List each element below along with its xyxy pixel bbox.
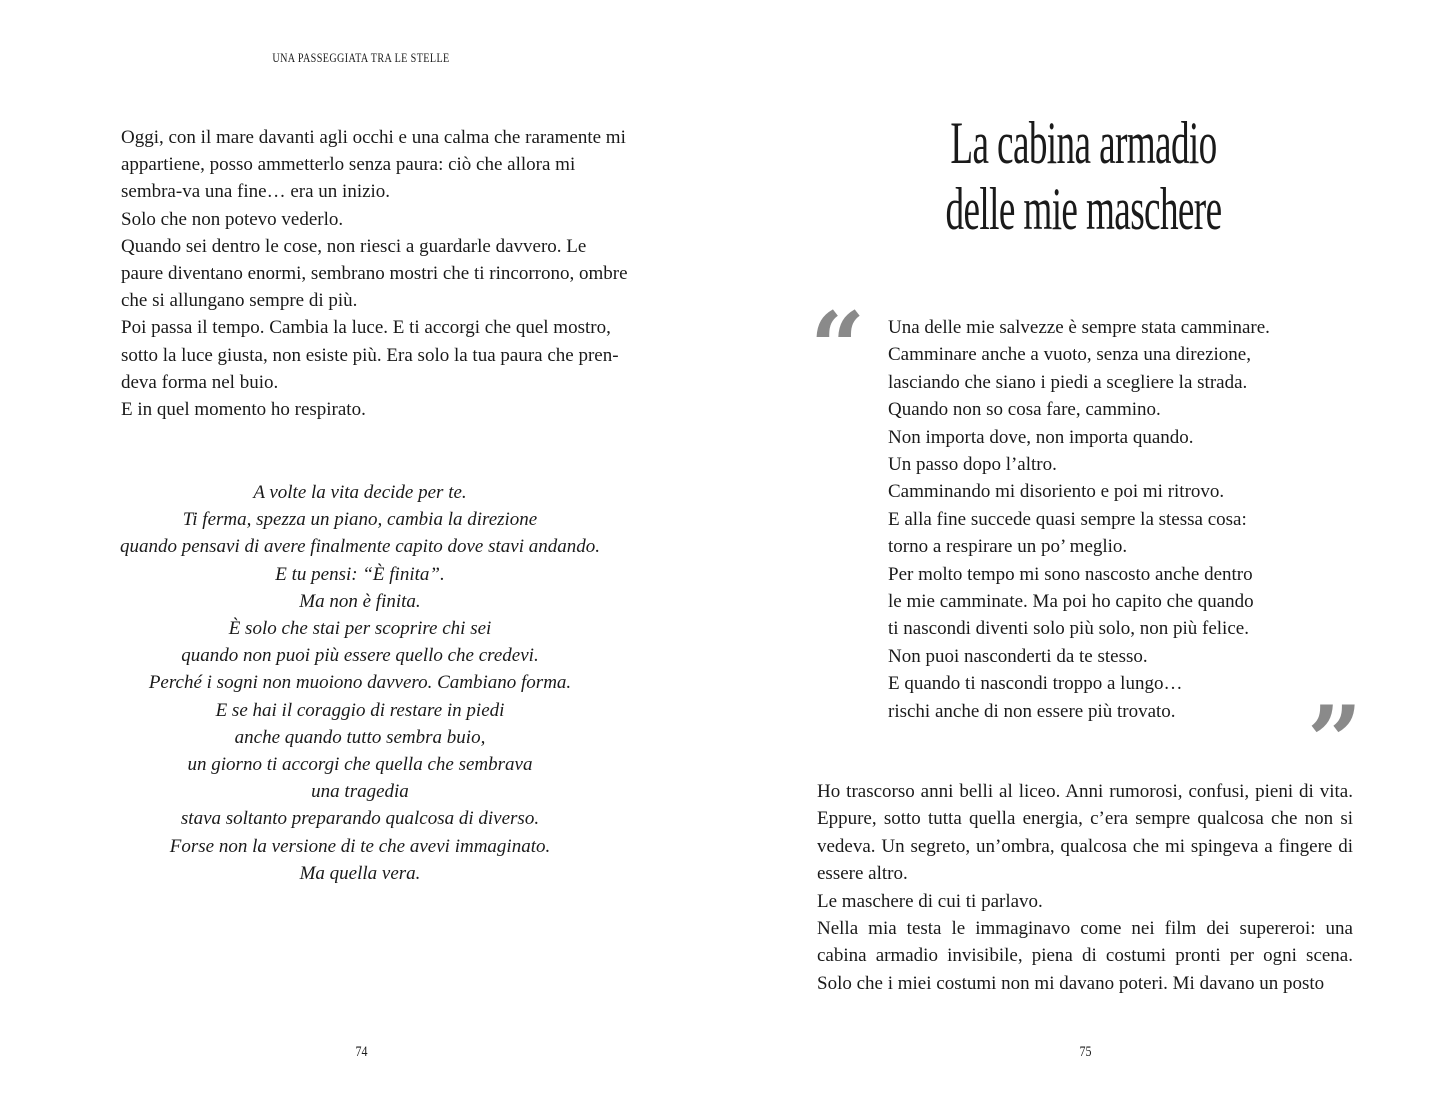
poem xyxy=(90,479,630,887)
poem-line: E se hai il coraggio di restare in piedi xyxy=(215,699,505,721)
poem-line: anche quando tutto sembra buio, xyxy=(234,726,486,748)
paragraph: Ho trascorso anni belli al liceo. Anni rumorosi, confusi, pieni di vita. Eppure, sotto tutta quella energia, c’era sempre qualcosa che non si vedeva. Un segreto, un’ombra, qualcosa che mi spingeva a fingere di essere altro. xyxy=(817,781,1353,885)
poem-line: un giorno ti accorgi che quella che sembrava xyxy=(187,754,533,776)
quote-line: Non puoi nasconderti da te stesso. xyxy=(888,645,1148,667)
quote-line: ti nascondi diventi solo più solo, non più felice. xyxy=(888,618,1249,640)
poem-line: E tu pensi: “È finita”. xyxy=(275,563,445,585)
quote-line: Per molto tempo mi sono nascosto anche dentro xyxy=(888,563,1253,585)
quote-line: Quando non so cosa fare, cammino. xyxy=(888,399,1161,421)
left-page xyxy=(0,0,722,1109)
page-number: 74 xyxy=(355,1044,368,1060)
quote-line: Una delle mie salvezze è sempre stata camminare. xyxy=(888,317,1270,338)
quote-line: lasciando che siano i piedi a scegliere la strada. xyxy=(888,371,1248,393)
poem-line: È solo che stai per scoprire chi sei xyxy=(228,618,492,640)
paragraph: Quando sei dentro le cose, non riesci a guardarle davvero. Le paure diventano enormi, sembrano mostri che ti rincorrono, ombre che si allungano sempre di più. xyxy=(121,235,628,312)
quote-line: Un passo dopo l’altro. xyxy=(888,454,1057,476)
poem-line: Ti ferma, spezza un piano, cambia la direzione xyxy=(182,509,538,531)
paragraph: Solo che non potevo vederlo. xyxy=(121,208,344,230)
poem-line: Perché i sogni non muoiono davvero. Cambiano forma. xyxy=(148,672,572,694)
quote-line: Camminare anche a vuoto, senza una direzione, xyxy=(888,344,1251,366)
poem-line: A volte la vita decide per te. xyxy=(253,482,467,503)
poem-line: Ma quella vera. xyxy=(299,862,421,884)
running-head: UNA PASSEGGIATA TRA LE STELLE xyxy=(272,50,450,65)
quote-line: Camminando mi disoriento e poi mi ritrovo. xyxy=(888,481,1225,503)
quote-line: le mie camminate. Ma poi ho capito che quando xyxy=(888,591,1254,613)
chapter-title-line: delle mie maschere xyxy=(945,176,1222,242)
quote-line: E alla fine succede quasi sempre la stessa cosa: xyxy=(888,508,1247,530)
pull-quote xyxy=(888,314,1308,725)
poem-line: stava soltanto preparando qualcosa di diverso. xyxy=(180,808,540,830)
right-prose xyxy=(817,778,1353,997)
left-prose xyxy=(121,124,631,423)
quote-line: E quando ti nascondi troppo a lungo… xyxy=(888,673,1183,695)
paragraph: Oggi, con il mare davanti agli occhi e una calma che raramente mi appartiene, posso ammetterlo senza paura: ciò che allora mi sembra-va una fine… era un inizio. xyxy=(121,127,626,203)
quote-line: torno a respirare un po’ meglio. xyxy=(888,536,1128,558)
close-quote-mark-icon: ” xyxy=(1307,685,1363,798)
paragraph: Nella mia testa le immaginavo come nei film dei supereroi: una cabina armadio invisibile, piena di costumi pronti per ogni scena. Solo che i miei costumi non mi davano poteri. Mi davano un posto xyxy=(817,918,1353,994)
right-page xyxy=(722,0,1445,1109)
paragraph: Poi passa il tempo. Cambia la luce. E ti accorgi che quel mostro, sotto la luce giusta, non esiste più. Era solo la tua paura che pren-deva forma nel buio. xyxy=(121,317,619,393)
poem-line: Forse non la versione di te che avevi immaginato. xyxy=(169,835,551,857)
poem-line: quando non puoi più essere quello che credevi. xyxy=(181,645,539,667)
page-number: 75 xyxy=(1079,1044,1092,1060)
chapter-title xyxy=(934,110,1233,242)
paragraph: Le maschere di cui ti parlavo. xyxy=(817,890,1043,912)
quote-line: rischi anche di non essere più trovato. xyxy=(888,700,1176,722)
paragraph: E in quel momento ho respirato. xyxy=(121,399,366,421)
poem-line: quando pensavi di avere finalmente capito dove stavi andando. xyxy=(119,536,600,558)
open-quote-mark-icon: “ xyxy=(810,291,866,404)
poem-line: una tragedia xyxy=(311,781,409,803)
quote-line: Non importa dove, non importa quando. xyxy=(888,426,1194,448)
chapter-title-line: La cabina armadio xyxy=(950,110,1217,176)
poem-line: Ma non è finita. xyxy=(299,590,421,612)
